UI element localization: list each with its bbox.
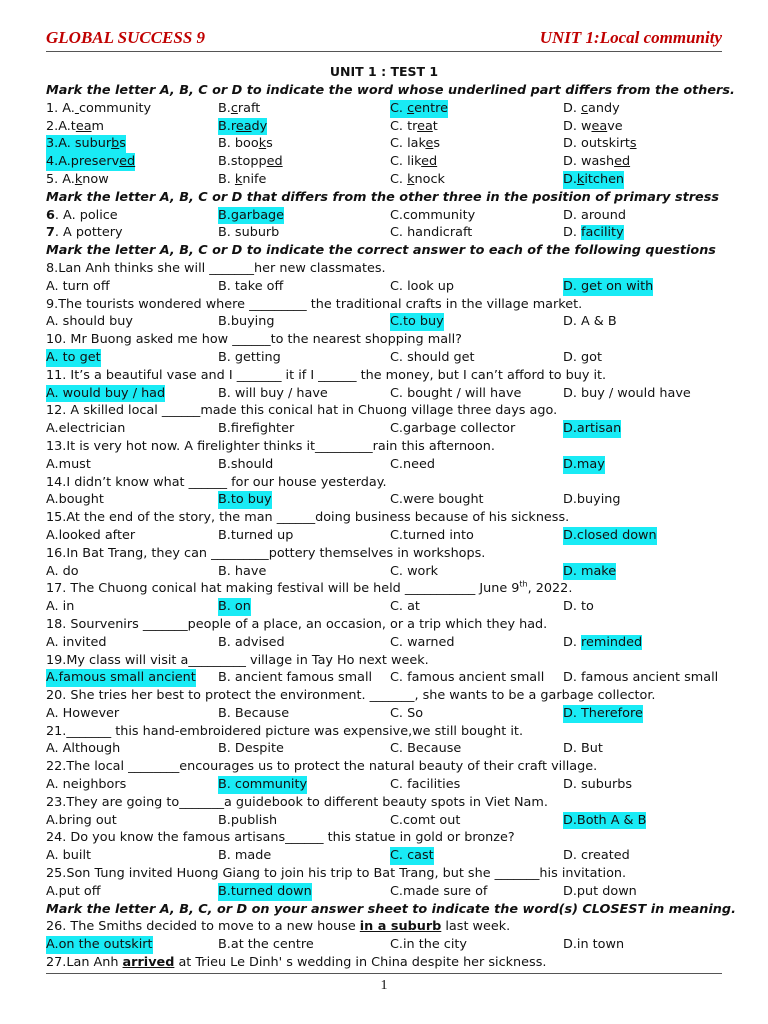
answer-option: B.turned down xyxy=(218,883,312,899)
answer-option: B. community xyxy=(218,777,308,793)
section-instruction: Mark the letter A, B, C or D to indicate the word whose underlined part differs from the others. xyxy=(46,83,735,98)
answer-options-row xyxy=(46,527,726,545)
answer-option: A.must xyxy=(46,456,91,472)
answer-options-row xyxy=(46,278,726,296)
question-stem: 15.At the end of the story, the man ______doing business because of his sickness. xyxy=(46,510,570,526)
answer-option: C. cast xyxy=(390,848,434,864)
answer-option: B. take off xyxy=(218,278,284,294)
answer-option: A.on the outskirt xyxy=(46,937,153,953)
answer-options-row xyxy=(46,224,726,242)
answer-options-row xyxy=(46,420,726,438)
answer-option: B.ready xyxy=(218,118,268,134)
answer-option: C. knock xyxy=(390,171,445,187)
answer-option: B.at the centre xyxy=(218,937,314,953)
answer-option: A. should buy xyxy=(46,314,133,330)
answer-option: A. invited xyxy=(46,634,107,650)
answer-option: B.firefighter xyxy=(218,421,295,437)
answer-option: C.to buy xyxy=(390,314,444,330)
question-stem: 10. Mr Buong asked me how ______to the nearest shopping mall? xyxy=(46,332,462,348)
answer-option: C. treat xyxy=(390,118,438,134)
answer-option: 3.A. suburbs xyxy=(46,136,126,152)
answer-option: B.should xyxy=(218,456,274,472)
answer-option: B.craft xyxy=(218,100,261,116)
answer-option: D.Both A & B xyxy=(563,812,647,828)
footer-rule xyxy=(46,973,722,974)
answer-option: B.turned up xyxy=(218,527,294,543)
answer-option: B. ancient famous small xyxy=(218,670,373,686)
answer-option: A. Although xyxy=(46,741,121,757)
answer-options-row xyxy=(46,491,726,509)
question-stem: 27.Lan Anh arrived at Trieu Le Dinh' s wedding in China despite her sickness. xyxy=(46,955,547,971)
answer-option: 6. A. police xyxy=(46,207,118,223)
answer-option: C. at xyxy=(390,599,420,615)
answer-option: D. reminded xyxy=(563,634,643,650)
answer-option: 1. A. community xyxy=(46,100,152,116)
answer-option: B.buying xyxy=(218,314,275,330)
answer-options-row xyxy=(46,563,726,581)
answer-options-row xyxy=(46,313,726,331)
answer-option: A. built xyxy=(46,848,92,864)
answer-option: A. to get xyxy=(46,349,101,365)
answer-option: D.kitchen xyxy=(563,171,625,187)
answer-option: D.in town xyxy=(563,937,625,953)
answer-option: C. warned xyxy=(390,634,455,650)
answer-option: A.looked after xyxy=(46,527,136,543)
answer-options-row xyxy=(46,171,726,189)
header-rule xyxy=(46,51,722,52)
answer-option: B. getting xyxy=(218,349,281,365)
answer-option: D.buying xyxy=(563,492,621,508)
answer-option: B. will buy / have xyxy=(218,385,328,401)
answer-options-row xyxy=(46,883,726,901)
answer-option: C.comt out xyxy=(390,812,461,828)
question-stem: 14.I didn’t know what ______ for our house yesterday. xyxy=(46,474,387,490)
answer-option: 7. A pottery xyxy=(46,225,123,241)
answer-option: A.famous small ancient xyxy=(46,670,196,686)
question-stem: 8.Lan Anh thinks she will _______her new classmates. xyxy=(46,260,386,276)
answer-options-row xyxy=(46,456,726,474)
answer-options-row xyxy=(46,812,726,830)
answer-option: D.put down xyxy=(563,883,637,899)
answer-option: D.artisan xyxy=(563,421,622,437)
answer-options-row xyxy=(46,598,726,616)
answer-options-row xyxy=(46,207,726,225)
answer-option: C. should get xyxy=(390,349,475,365)
answer-option: C. famous ancient small xyxy=(390,670,545,686)
answer-option: D. get on with xyxy=(563,278,654,294)
question-stem: 13.It is very hot now. A firelighter thinks it_________rain this afternoon. xyxy=(46,438,495,454)
answer-option: D. around xyxy=(563,207,626,223)
answer-option: A.bring out xyxy=(46,812,117,828)
answer-options-row xyxy=(46,705,726,723)
answer-option: D. washed xyxy=(563,154,631,170)
question-stem: 16.In Bat Trang, they can _________pottery themselves in workshops. xyxy=(46,545,486,561)
answer-option: 5. A.know xyxy=(46,171,109,187)
answer-option: D. famous ancient small xyxy=(563,670,719,686)
answer-option: B. suburb xyxy=(218,225,280,241)
header-unit-title: UNIT 1:Local community xyxy=(539,28,722,47)
answer-option: C. look up xyxy=(390,278,454,294)
header-series-title: GLOBAL SUCCESS 9 xyxy=(46,28,206,47)
question-stem: 24. Do you know the famous artisans______ this statue in gold or bronze? xyxy=(46,830,515,846)
section-instruction: Mark the letter A, B, C, or D on your answer sheet to indicate the word(s) CLOSEST in meaning. xyxy=(46,901,736,917)
answer-option: B. Because xyxy=(218,705,290,721)
answer-option: D. facility xyxy=(563,225,624,241)
answer-options-row xyxy=(46,385,726,403)
answer-option: A. in xyxy=(46,599,75,615)
section-instruction: Mark the letter A, B, C or D that differs from the other three in the position of primary stress xyxy=(46,189,719,205)
question-stem: 23.They are going to_______a guidebook to different beauty spots in Viet Nam. xyxy=(46,794,548,810)
question-stem: 22.The local ________encourages us to protect the natural beauty of their craft village. xyxy=(46,759,598,775)
question-stem: 18. Sourvenirs _______people of a place, an occasion, or a trip which they had. xyxy=(46,616,548,632)
answer-options-row xyxy=(46,740,726,758)
answer-option: 4.A.preserved xyxy=(46,154,136,170)
answer-option: C. handicraft xyxy=(390,225,473,241)
answer-option: A.electrician xyxy=(46,421,126,437)
answer-option: C. liked xyxy=(390,154,438,170)
answer-option: B. made xyxy=(218,848,272,864)
answer-option: D. outskirts xyxy=(563,136,637,152)
page-header xyxy=(46,28,722,52)
answer-option: D.closed down xyxy=(563,527,657,543)
answer-options-row xyxy=(46,349,726,367)
answer-option: 2.A.team xyxy=(46,118,105,134)
answer-option: B.stopped xyxy=(218,154,283,170)
answer-option: D. created xyxy=(563,848,630,864)
answer-options-row xyxy=(46,847,726,865)
answer-option: C.in the city xyxy=(390,937,467,953)
answer-options-row xyxy=(46,118,726,136)
answer-option: B.to buy xyxy=(218,492,272,508)
question-stem: 17. The Chuong conical hat making festival will be held ___________ June 9th, 2022. xyxy=(46,580,573,597)
answer-option: D. But xyxy=(563,741,603,757)
answer-option: B. on xyxy=(218,599,251,615)
answer-option: B.garbage xyxy=(218,207,285,223)
answer-options-row xyxy=(46,669,726,687)
answer-option: D. A & B xyxy=(563,314,617,330)
answer-option: C.need xyxy=(390,456,435,472)
answer-options-row xyxy=(46,100,726,118)
answer-option: C.community xyxy=(390,207,476,223)
question-stem: 12. A skilled local ______made this conical hat in Chuong village three days ago. xyxy=(46,403,558,419)
answer-option: C. centre xyxy=(390,100,448,116)
question-stem: 11. It’s a beautiful vase and I _______ it if I ______ the money, but I can’t afford to buy it. xyxy=(46,367,607,383)
answer-option: D.may xyxy=(563,456,605,472)
question-stem: 25.Son Tung invited Huong Giang to join his trip to Bat Trang, but she _______his invitation. xyxy=(46,866,627,882)
answer-option: A. do xyxy=(46,563,79,579)
answer-option: C. work xyxy=(390,563,439,579)
answer-option: D. weave xyxy=(563,118,623,134)
answer-option: D. got xyxy=(563,349,602,365)
answer-option: A.put off xyxy=(46,883,101,899)
question-stem: 9.The tourists wondered where _________ the traditional crafts in the village market. xyxy=(46,296,583,312)
answer-option: C. So xyxy=(390,705,424,721)
answer-option: C. Because xyxy=(390,741,462,757)
question-stem: 20. She tries her best to protect the environment. _______, she wants to be a garbage collector. xyxy=(46,688,656,704)
answer-option: A.bought xyxy=(46,492,104,508)
answer-option: C.made sure of xyxy=(390,883,488,899)
section-instruction: Mark the letter A, B, C or D to indicate the correct answer to each of the following questions xyxy=(46,243,716,259)
answer-options-row xyxy=(46,936,726,954)
answer-option: A. neighbors xyxy=(46,777,127,793)
answer-option: B. knife xyxy=(218,171,267,187)
answer-option: C.turned into xyxy=(390,527,474,543)
answer-options-row xyxy=(46,135,726,153)
answer-option: C. facilities xyxy=(390,777,461,793)
answer-option: D. candy xyxy=(563,100,620,116)
answer-options-row xyxy=(46,634,726,652)
answer-option: C. bought / will have xyxy=(390,385,522,401)
answer-option: A. However xyxy=(46,705,120,721)
answer-option: D. buy / would have xyxy=(563,385,691,401)
answer-option: D. Therefore xyxy=(563,705,643,721)
answer-option: D. suburbs xyxy=(563,777,633,793)
answer-option: D. to xyxy=(563,599,594,615)
answer-options-row xyxy=(46,776,726,794)
answer-option: C.were bought xyxy=(390,492,484,508)
answer-option: A. would buy / had xyxy=(46,385,166,401)
answer-options-row xyxy=(46,153,726,171)
page-number: 1 xyxy=(380,978,388,993)
answer-option: B. have xyxy=(218,563,267,579)
question-stem: 21._______ this hand-embroidered picture was expensive,we still bought it. xyxy=(46,723,524,739)
question-stem: 19.My class will visit a_________ village in Tay Ho next week. xyxy=(46,652,429,668)
answer-option: B. books xyxy=(218,136,273,152)
answer-option: A. turn off xyxy=(46,278,110,294)
answer-option: C. lakes xyxy=(390,136,440,152)
answer-option: C.garbage collector xyxy=(390,421,516,437)
answer-option: B.publish xyxy=(218,812,278,828)
answer-option: D. make xyxy=(563,563,617,579)
question-stem: 26. The Smiths decided to move to a new house in a suburb last week. xyxy=(46,919,511,935)
answer-option: B. Despite xyxy=(218,741,284,757)
test-title: UNIT 1 : TEST 1 xyxy=(329,64,439,79)
answer-option: B. advised xyxy=(218,634,285,650)
test-content xyxy=(46,82,736,972)
